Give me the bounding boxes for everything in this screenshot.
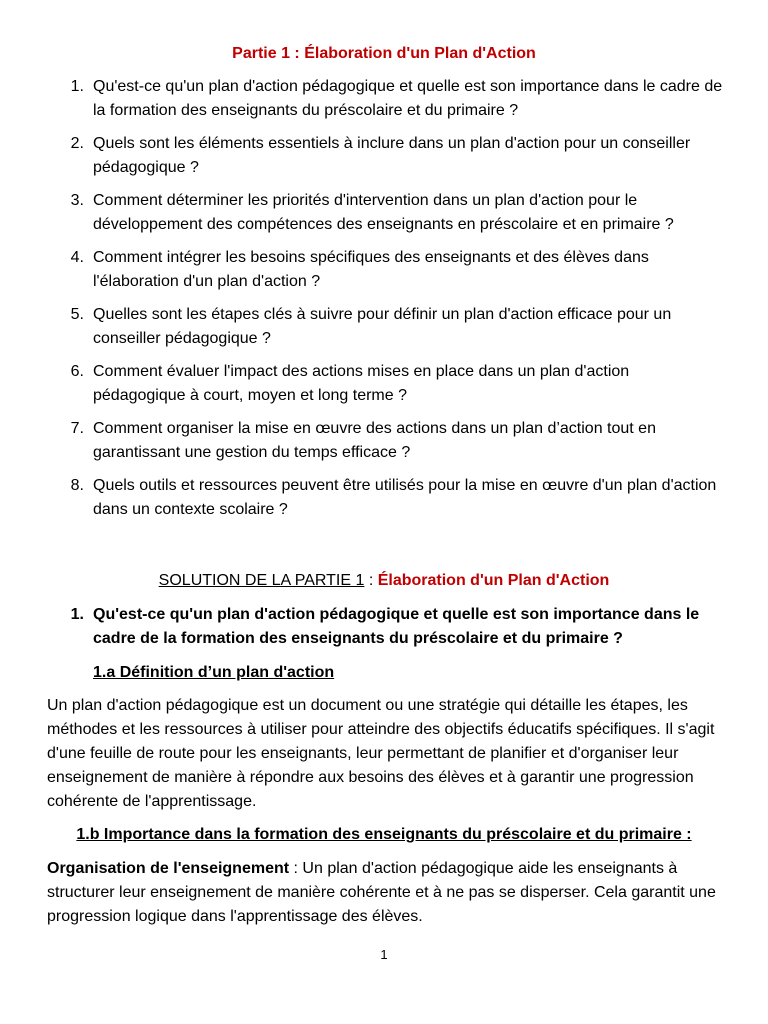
question-item (0, 474, 726, 522)
question-item (0, 75, 726, 123)
question-text: Qu'est-ce qu'un plan d'action pédagogique et quelle est son importance dans le cadre de la formation des enseignants du préscolaire et du primaire ? (93, 78, 723, 119)
question-number: 1. (70, 78, 84, 95)
importance-text: : Un plan d'action pédagogique aide les enseignants à structurer leur enseignement de manière cohérente et à ne pas se disperser. Cela garantit une progression logique dans l'apprentissage des élèves. (47, 860, 716, 925)
question-number: 4. (70, 249, 84, 266)
question-item (0, 189, 726, 237)
importance-lead: Organisation de l'enseignement (47, 860, 290, 877)
question-list (0, 75, 726, 531)
solution-heading-label: SOLUTION DE LA PARTIE 1 (158, 572, 365, 589)
question-text: Quels outils et ressources peuvent être utilisés pour la mise en œuvre d'un plan d'action dans un contexte scolaire ? (93, 477, 717, 518)
question-number: 8. (70, 477, 84, 494)
question-number: 5. (70, 306, 84, 323)
solution-question (0, 603, 726, 651)
subheading-definition: 1.a Définition d’un plan d'action (93, 664, 335, 681)
importance-paragraph (47, 857, 727, 929)
question-text: Comment évaluer l'impact des actions mises en place dans un plan d'action pédagogique à court, moyen et long terme ? (93, 363, 630, 404)
question-item (0, 303, 726, 351)
question-text: Comment déterminer les priorités d'intervention dans un plan d'action pour le développement des compétences des enseignants en préscolaire et en primaire ? (93, 192, 674, 233)
question-text: Comment organiser la mise en œuvre des actions dans un plan d’action tout en garantissant une gestion du temps efficace ? (93, 420, 656, 461)
question-number: 7. (70, 420, 84, 437)
definition-paragraph: Un plan d'action pédagogique est un document ou une stratégie qui détaille les étapes, les méthodes et les ressources à utiliser pour atteindre des objectifs éducatifs spécifiques. Il s'agit d'une feuille de route pour les enseignants, leur permettant de planifier et d'organiser leur enseignement de manière à répondre aux besoins des élèves et à garantir une progression cohérente de l'apprentissage. (47, 697, 715, 810)
question-number: 3. (70, 192, 84, 209)
solution-heading-title: Élaboration d'un Plan d'Action (377, 572, 610, 589)
question-item (0, 417, 726, 465)
question-number: 6. (70, 363, 84, 380)
question-item (0, 246, 726, 294)
solution-question-text: Qu'est-ce qu'un plan d'action pédagogique et quelle est son importance dans le cadre de la formation des enseignants du préscolaire et du primaire ? (93, 606, 700, 647)
solution-heading-separator: : (364, 572, 378, 589)
question-number: 2. (70, 135, 84, 152)
subheading-importance: 1.b Importance dans la formation des enseignants du préscolaire et du primaire : (76, 826, 692, 843)
solution-heading (0, 569, 768, 593)
question-item (0, 132, 726, 180)
question-text: Comment intégrer les besoins spécifiques des enseignants et des élèves dans l'élaboration d'un plan d'action ? (93, 249, 649, 290)
question-item (0, 360, 726, 408)
question-text: Quelles sont les étapes clés à suivre pour définir un plan d'action efficace pour un conseiller pédagogique ? (93, 306, 672, 347)
question-text: Quels sont les éléments essentiels à inclure dans un plan d'action pour un conseiller pédagogique ? (93, 135, 691, 176)
part-title: Partie 1 : Élaboration d'un Plan d'Action (232, 45, 536, 62)
page-number: 1 (380, 947, 388, 962)
solution-question-number: 1. (70, 606, 84, 623)
